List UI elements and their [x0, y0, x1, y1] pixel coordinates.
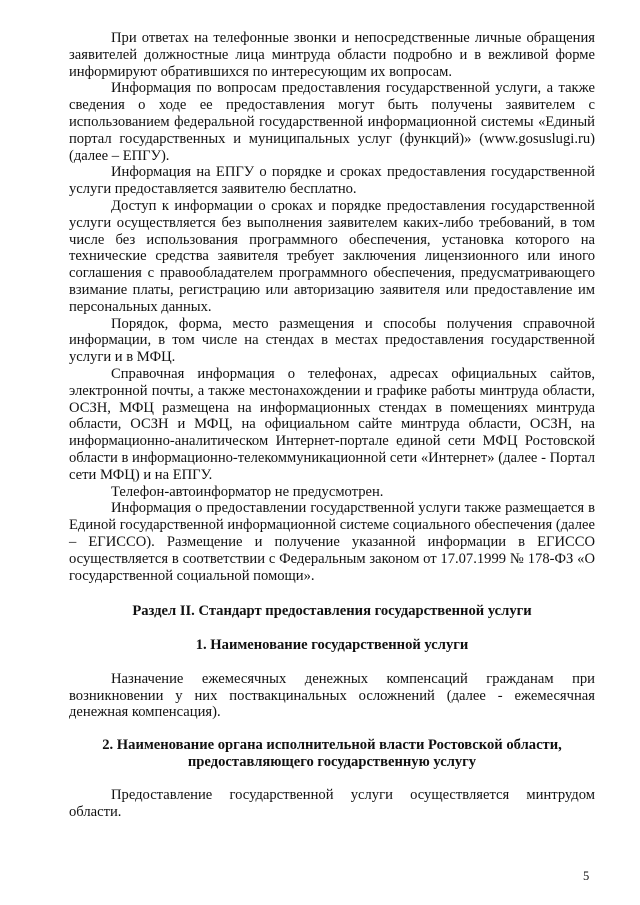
paragraph-free-info: Информация на ЕПГУ о порядке и сроках предоставления государственной услуги предоставляется заявителю бесплатно.	[69, 164, 595, 198]
paragraph-authority: Предоставление государственной услуги осуществляется минтрудом области.	[69, 786, 595, 820]
paragraph-phone-calls: При ответах на телефонные звонки и непосредственные личные обращения заявителей должностные лица минтруда области подробно и в вежливой форме информируют обратившихся по интересующим их вопросам.	[69, 30, 595, 80]
page-number: 5	[583, 869, 590, 883]
heading-authority-line-1: 2. Наименование органа исполнительной власти Ростовской области,	[102, 737, 562, 754]
paragraph-egisso: Информация о предоставлении государственной услуги также размещается в Единой государственной информационной системе социального обеспечения (далее – ЕГИССО). Размещение и получение указанной информации в ЕГИССО осуществляется в соответствии с Федеральным законом от 17.07.1999 № 178-ФЗ «О государственной социальной помощи».	[69, 500, 596, 584]
paragraph-reference-info: Справочная информация о телефонах, адресах официальных сайтов, электронной почты, а также местонахождении и графике работы минтруда области, ОСЗН, МФЦ размещена на информационных стендах в помещениях минтруда области, ОСЗН и МФЦ, на официальном сайте минтруда области, ОСЗН, на информационно-аналитическом Интернет-портале единой сети МФЦ Ростовской области в информационно-телекоммуникационной сети «Интернет» (далее - Портал сети МФЦ) и на ЕПГУ.	[69, 365, 595, 483]
document-body	[69, 30, 595, 820]
paragraph-epgu-info: Информация по вопросам предоставления государственной услуги, а также сведения о ходе ее предоставления могут быть получены заявителем с использованием федеральной государственной информационной системы «Единый портал государственных и муниципальных услуг (функций)» (www.gosuslugi.ru) (далее – ЕПГУ).	[69, 80, 595, 164]
heading-authority	[69, 737, 595, 771]
paragraph-autoinformer: Телефон-автоинформатор не предусмотрен.	[111, 483, 384, 500]
paragraph-access: Доступ к информации о сроках и порядке предоставления государственной услуги осуществляется без выполнения заявителем каких-либо требований, в том числе без использования программного обеспечения, установка которого на технические средства заявителя требует заключения лицензионного или иного соглашения с правообладателем программного обеспечения, предусматривающего взимание платы, регистрацию или авторизацию заявителя или предоставление им персональных данных.	[69, 197, 595, 315]
paragraph-service-name: Назначение ежемесячных денежных компенсаций гражданам при возникновении у них поствакцинальных осложнений (далее - ежемесячная денежная компенсация).	[69, 670, 595, 721]
section-heading: Раздел II. Стандарт предоставления государственной услуги	[132, 603, 532, 620]
heading-authority-line-2: предоставляющего государственную услугу	[187, 754, 477, 771]
paragraph-reference-order: Порядок, форма, место размещения и способы получения справочной информации, в том числе на стендах в местах предоставления государственной услуги и в МФЦ.	[69, 315, 595, 366]
heading-service-name: 1. Наименование государственной услуги	[195, 637, 469, 654]
